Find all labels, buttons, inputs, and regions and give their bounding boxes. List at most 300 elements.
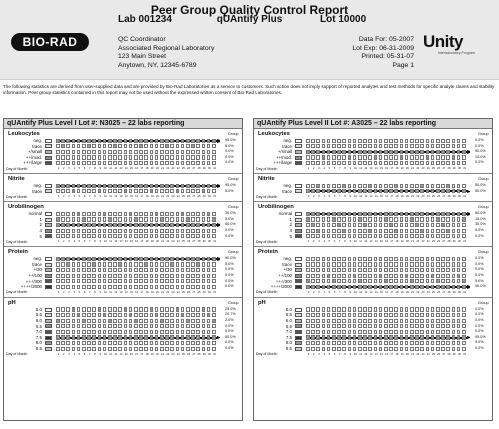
day-cell [150, 307, 154, 311]
day-cell [415, 274, 419, 278]
day-cell [311, 262, 315, 266]
day-cell [98, 307, 102, 311]
day-cell [410, 257, 414, 261]
day-cell [103, 268, 107, 272]
group-percent: 95.0% [225, 138, 236, 142]
day-cell [134, 307, 138, 311]
day-number: 17 [140, 290, 144, 294]
day-cell [56, 161, 60, 165]
day-cell [426, 223, 430, 227]
day-cell [87, 319, 91, 323]
day-number: 30 [207, 290, 211, 294]
day-cell [113, 150, 117, 154]
result-label: 8.5 [285, 346, 292, 351]
day-cell [155, 274, 159, 278]
day-cell [212, 335, 216, 339]
day-number: 24 [176, 352, 180, 356]
result-label: trace [282, 143, 292, 149]
day-cell [155, 144, 159, 148]
day-cell [457, 307, 461, 311]
day-number: 9 [99, 195, 101, 199]
day-cell [82, 223, 86, 227]
day-cell [410, 335, 414, 339]
day-number: 2 [313, 290, 315, 294]
day-cell [337, 268, 341, 272]
day-cell [77, 139, 81, 143]
day-cell [368, 223, 372, 227]
day-number: 25 [431, 290, 435, 294]
day-cell [353, 184, 357, 188]
day-cell [426, 274, 430, 278]
group-percent: 50.0% [475, 188, 486, 193]
day-number: 20 [405, 167, 409, 170]
day-cell [332, 313, 336, 317]
day-cell [170, 319, 174, 323]
day-cell [322, 155, 326, 159]
day-cell [150, 139, 154, 143]
day-cell [150, 161, 154, 165]
day-cell [405, 139, 409, 143]
day-cell [124, 341, 128, 345]
day-cell [66, 184, 70, 188]
day-number: 4 [73, 167, 75, 170]
day-cell [139, 150, 143, 154]
day-cell [77, 335, 81, 339]
day-cell [306, 279, 310, 283]
day-cell [327, 229, 331, 233]
day-cell [144, 234, 148, 238]
day-cell [186, 285, 190, 289]
day-cell [77, 274, 81, 278]
result-label: 6.5 [35, 323, 42, 329]
day-cell [103, 285, 107, 289]
day-cell [181, 341, 185, 345]
legend-swatch [45, 263, 52, 267]
day-cell [202, 217, 206, 221]
day-cell [82, 212, 86, 216]
day-cell [342, 274, 346, 278]
day-cell [113, 268, 117, 272]
legend-swatch [45, 150, 52, 154]
day-number: 10 [353, 167, 357, 170]
day-number: 19 [150, 167, 154, 170]
day-cell [384, 335, 388, 339]
day-cell [61, 257, 65, 261]
day-cell [379, 223, 383, 227]
day-cell [77, 155, 81, 159]
day-number: 9 [349, 352, 351, 356]
day-cell [92, 257, 96, 261]
day-cell [353, 324, 357, 328]
day-cell [384, 307, 388, 311]
day-cell [379, 324, 383, 328]
day-cell [415, 229, 419, 233]
day-cell [353, 155, 357, 159]
day-cell [394, 313, 398, 317]
day-cell [400, 274, 404, 278]
group-percent: 0.0% [475, 261, 484, 266]
day-cell [316, 274, 320, 278]
day-cell [108, 285, 112, 289]
day-number: 12 [364, 195, 368, 199]
lab-number: Lab 001234 [118, 14, 172, 25]
day-cell [358, 217, 362, 221]
day-number: 4 [73, 290, 75, 294]
day-cell [82, 189, 86, 193]
day-cell [342, 262, 346, 266]
day-cell [118, 335, 122, 339]
day-cell [342, 139, 346, 143]
day-cell [124, 144, 128, 148]
day-cell [77, 161, 81, 165]
day-cell [124, 257, 128, 261]
day-cell [410, 307, 414, 311]
day-cell [155, 330, 159, 334]
day-cell [415, 223, 419, 227]
day-cell [92, 279, 96, 283]
day-cell [368, 313, 372, 317]
day-cell [212, 229, 216, 233]
day-cell [113, 257, 117, 261]
day-cell [207, 150, 211, 154]
day-cell [202, 330, 206, 334]
day-cell [452, 268, 456, 272]
day-cell [155, 319, 159, 323]
day-cell [92, 285, 96, 289]
day-cell [66, 268, 70, 272]
group-label: Group [228, 205, 239, 210]
day-cell [150, 335, 154, 339]
day-cell [306, 324, 310, 328]
result-row [254, 284, 494, 290]
day-cell [134, 150, 138, 154]
day-cell [82, 313, 86, 317]
day-cell [436, 150, 440, 154]
day-cell [337, 184, 341, 188]
day-cell [196, 234, 200, 238]
day-number: 22 [416, 290, 420, 294]
day-cell [400, 262, 404, 266]
day-cell [322, 139, 326, 143]
day-cell [400, 155, 404, 159]
day-cell [311, 347, 315, 351]
day-number: 16 [385, 240, 389, 244]
legend-swatch [295, 308, 302, 312]
day-cell [165, 330, 169, 334]
day-cell [389, 335, 393, 339]
day-cell [400, 268, 404, 272]
day-cell [61, 217, 65, 221]
day-cell [410, 161, 414, 165]
day-cell [56, 189, 60, 193]
day-cell [170, 307, 174, 311]
day-number: 18 [145, 290, 149, 294]
day-cell [212, 139, 216, 143]
day-cell [394, 307, 398, 311]
legend-swatch [295, 223, 302, 227]
day-cell [212, 319, 216, 323]
day-cell [113, 319, 117, 323]
day-cell [363, 307, 367, 311]
day-cell [462, 150, 466, 154]
day-cell [431, 161, 435, 165]
day-number: 12 [114, 167, 118, 170]
day-cell [462, 257, 466, 261]
day-cell [311, 139, 315, 143]
day-cell [420, 262, 424, 266]
day-cell [394, 341, 398, 345]
day-cell [363, 189, 367, 193]
day-cell [306, 330, 310, 334]
product-name: qUAntify Plus [216, 14, 283, 25]
day-cell [155, 234, 159, 238]
day-cell [77, 262, 81, 266]
day-cell [103, 274, 107, 278]
day-cell [332, 341, 336, 345]
day-cell [306, 139, 310, 143]
day-cell [306, 268, 310, 272]
day-cell [363, 279, 367, 283]
day-cell [363, 319, 367, 323]
day-cell [155, 229, 159, 233]
day-cell [196, 307, 200, 311]
day-cell [181, 268, 185, 272]
legend-swatch [45, 144, 52, 148]
day-cell [72, 285, 76, 289]
day-number: 25 [181, 195, 185, 199]
day-cell [108, 262, 112, 266]
day-cell [134, 341, 138, 345]
day-cell [384, 184, 388, 188]
day-cell [436, 307, 440, 311]
day-cell [426, 313, 430, 317]
day-cell [405, 313, 409, 317]
day-cell [61, 341, 65, 345]
day-cell [202, 274, 206, 278]
day-cell [311, 274, 315, 278]
day-number: 22 [416, 352, 420, 356]
day-cell [446, 262, 450, 266]
day-cell [87, 307, 91, 311]
day-cell [170, 313, 174, 317]
day-cell [113, 313, 117, 317]
day-number: 3 [318, 290, 320, 294]
day-cell [207, 285, 211, 289]
day-cell [311, 307, 315, 311]
day-number: 30 [207, 352, 211, 356]
day-cell [191, 313, 195, 317]
day-cell [452, 285, 456, 289]
day-number: 20 [155, 352, 159, 356]
day-cell [170, 189, 174, 193]
day-cell [98, 279, 102, 283]
day-cell [457, 262, 461, 266]
day-cell [327, 144, 331, 148]
day-cell [103, 319, 107, 323]
day-cell [457, 229, 461, 233]
day-cell [457, 212, 461, 216]
day-cell [332, 139, 336, 143]
result-label: 8.0 [35, 340, 42, 346]
day-number: 22 [166, 240, 170, 244]
day-cell [108, 268, 112, 272]
day-number: 25 [181, 352, 185, 356]
day-number: 24 [426, 195, 430, 199]
day-cell [358, 307, 362, 311]
day-cell [113, 217, 117, 221]
group-percent: 0.0% [225, 149, 234, 154]
day-number: 13 [119, 195, 123, 199]
day-cell [196, 184, 200, 188]
day-cell [306, 184, 310, 188]
day-cell [207, 144, 211, 148]
day-cell [446, 161, 450, 165]
day-cell [368, 139, 372, 143]
day-cell [394, 324, 398, 328]
day-cell [457, 285, 461, 289]
day-cell [124, 217, 128, 221]
day-cell [389, 155, 393, 159]
day-number: 23 [171, 240, 175, 244]
day-cell [77, 189, 81, 193]
arrow-icon [217, 257, 221, 261]
day-cell [441, 155, 445, 159]
day-cell [176, 144, 180, 148]
day-cell [327, 155, 331, 159]
day-cell [103, 324, 107, 328]
day-number: 16 [385, 352, 389, 356]
day-cell [363, 341, 367, 345]
day-number: 2 [313, 352, 315, 356]
day-cell [457, 274, 461, 278]
day-cell [160, 189, 164, 193]
day-cell [374, 234, 378, 238]
day-number: 8 [94, 240, 96, 244]
day-cell [191, 285, 195, 289]
day-cell [348, 155, 352, 159]
day-cell [337, 212, 341, 216]
section-divider [254, 297, 492, 298]
day-cell [87, 150, 91, 154]
day-cell [139, 229, 143, 233]
day-cell [441, 234, 445, 238]
day-cell [348, 324, 352, 328]
day-cell [332, 212, 336, 216]
day-cell [368, 212, 372, 216]
day-cell [322, 184, 326, 188]
group-label: Group [478, 177, 489, 181]
day-cell [379, 274, 383, 278]
day-cell [103, 262, 107, 266]
day-cell [87, 330, 91, 334]
day-cell [170, 324, 174, 328]
day-cell [426, 319, 430, 323]
day-cell [118, 330, 122, 334]
day-cell [363, 217, 367, 221]
day-cell [446, 347, 450, 351]
day-cell [389, 223, 393, 227]
day-cell [118, 341, 122, 345]
day-cell [165, 217, 169, 221]
day-cell [410, 229, 414, 233]
day-number: 9 [349, 195, 351, 199]
day-cell [462, 324, 466, 328]
day-cell [400, 347, 404, 351]
day-cell [196, 335, 200, 339]
day-number: 5 [328, 290, 331, 294]
day-cell [394, 279, 398, 283]
day-cell [176, 313, 180, 317]
day-cell [436, 217, 440, 221]
result-label: +/30 [283, 267, 292, 273]
day-cell [176, 161, 180, 165]
day-cell [363, 212, 367, 216]
day-cell [66, 155, 70, 159]
day-number: 23 [421, 290, 425, 294]
day-cell [155, 223, 159, 227]
day-cell [452, 335, 456, 339]
section-name: Leukocytes [8, 131, 40, 137]
day-cell [358, 139, 362, 143]
day-cell [196, 144, 200, 148]
result-label: 4 [289, 228, 292, 233]
day-cell [212, 324, 216, 328]
result-label: 8.5 [35, 346, 42, 351]
day-cell [113, 330, 117, 334]
day-cell [181, 324, 185, 328]
day-cell [368, 217, 372, 221]
day-number: 4 [73, 195, 75, 199]
day-cell [426, 257, 430, 261]
day-cell [87, 155, 91, 159]
day-cell [420, 341, 424, 345]
day-cell [431, 279, 435, 283]
day-number: 8 [344, 167, 346, 170]
day-number: 28 [447, 290, 451, 294]
day-cell [196, 268, 200, 272]
result-row [254, 234, 494, 240]
group-percent: 0.0% [225, 340, 234, 345]
day-cell [322, 335, 326, 339]
day-cell [108, 212, 112, 216]
day-cell [103, 189, 107, 193]
day-number: 15 [129, 352, 133, 356]
legend-swatch [45, 212, 52, 216]
day-number: 4 [323, 352, 325, 356]
day-number: 26 [437, 240, 441, 244]
day-cell [462, 274, 466, 278]
result-label: 6.5 [285, 323, 292, 329]
day-cell [181, 217, 185, 221]
day-number: 2 [63, 195, 65, 199]
section-divider [254, 201, 492, 202]
day-cell [176, 155, 180, 159]
day-cell [358, 155, 362, 159]
day-cell [186, 341, 190, 345]
day-number: 15 [379, 195, 383, 199]
day-cell [139, 319, 143, 323]
day-cell [410, 212, 414, 216]
day-cell [431, 330, 435, 334]
day-number: 31 [463, 167, 467, 170]
legend-swatch [295, 139, 302, 143]
day-number: 4 [323, 290, 325, 294]
day-cell [124, 155, 128, 159]
day-cell [348, 144, 352, 148]
day-number: 8 [344, 290, 346, 294]
day-number: 5 [78, 167, 81, 170]
day-cell [134, 161, 138, 165]
